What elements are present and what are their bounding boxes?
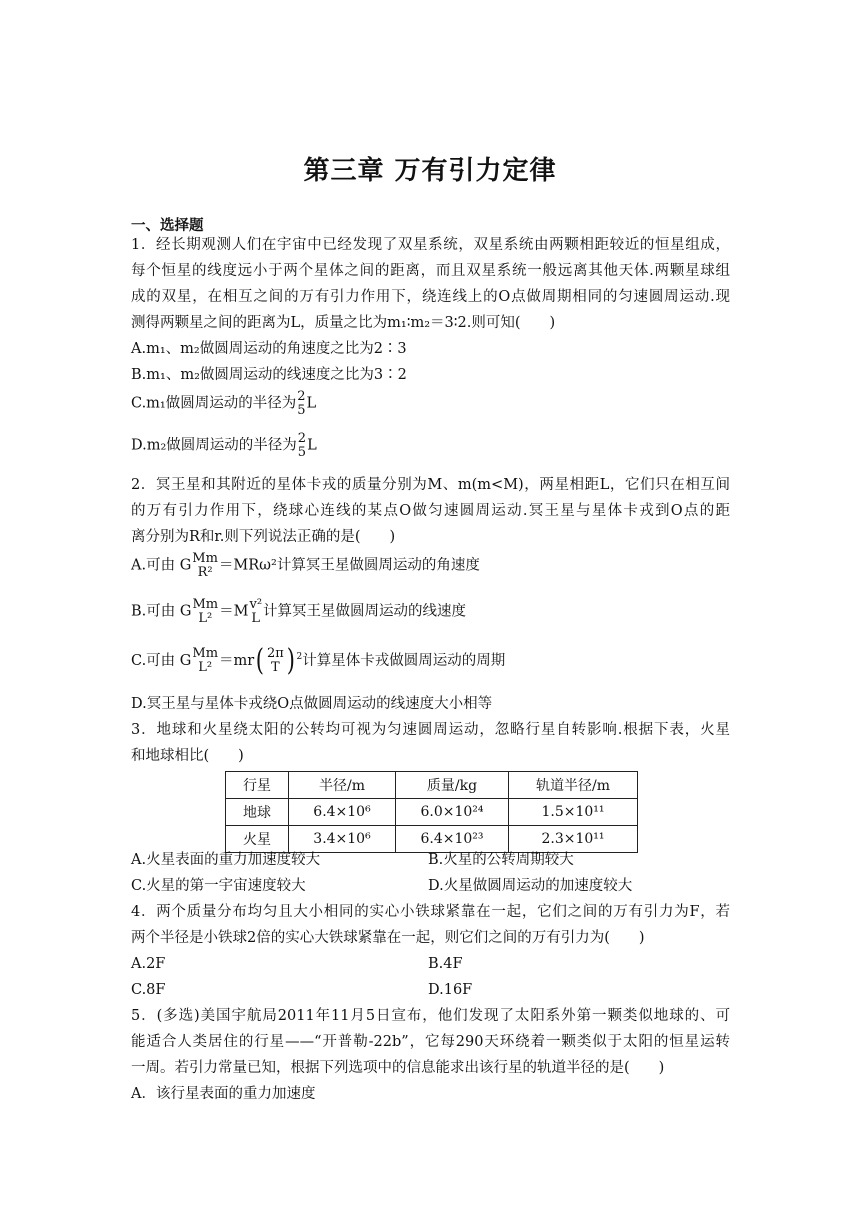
table-cell: 3.4×10⁶ [289,826,396,853]
q2-option-b-suffix: 计算冥王星做圆周运动的线速度 [263,603,467,620]
table-header-cell: 质量/kg [396,772,509,799]
fraction-denominator: L [251,610,261,626]
right-bracket: ) [286,643,295,678]
table-cell: 1.5×10¹¹ [509,799,638,826]
fraction-denominator: 5 [297,402,306,418]
q5-line-2: 能适合人类居住的行星——“开普勒-22b”，它每290天环绕着一颗类似于太阳的恒星运转 [131,1034,730,1050]
fraction-denominator: R² [197,564,213,580]
fraction-numerator: Mm [192,597,219,612]
fraction-denominator: T [271,660,280,675]
q2-option-c [131,643,506,678]
table-header-cell: 轨道半径/m [509,772,638,799]
q1-option-d-text: D.m₂做圆周运动的半径为 [131,437,297,454]
exponent: 2 [296,652,303,662]
fraction-denominator: 5 [297,444,307,460]
q2-option-c-mid: ＝mr [219,653,255,669]
section-heading: 一、选择题 [131,218,204,234]
q4-line-2: 两个半径是小铁球2倍的实心大铁球紧靠在一起，则它们之间的万有引力为( ) [131,930,645,946]
left-bracket: ( [255,643,265,678]
q2-option-b-mid: ＝M [219,603,249,620]
table-header-row [226,772,638,799]
fraction-numerator: 2 [297,389,306,404]
q2-line-3: 离分别为R和r.则下列说法正确的是( ) [131,529,396,545]
fraction [267,647,284,674]
length-symbol: L [306,395,317,412]
fraction-numerator: v² [249,597,263,612]
table-cell: 地球 [226,799,289,826]
table-cell: 火星 [226,826,289,853]
fraction-numerator: Mm [192,646,219,662]
q4-option-c: C.8F [131,982,166,998]
fraction [192,552,218,579]
table-header-cell: 半径/m [289,772,396,799]
q2-option-a-prefix: A.可由 G [131,557,192,574]
q2-option-a-suffix: ＝MRω²计算冥王星做圆周运动的角速度 [218,557,480,574]
q1-line-3: 成的双星，在相互之间的万有引力作用下，绕连线上的O点做周期相同的匀速圆周运动.现 [131,289,730,305]
q1-option-b: B.m₁、m₂做圆周运动的线速度之比为3∶2 [131,367,407,383]
fraction [249,598,262,625]
q2-option-c-prefix: C.可由 G [131,653,192,669]
q2-line-2: 的万有引力作用下，绕球心连线的某点O做匀速圆周运动.冥王星与星体卡戎到O点的距 [131,503,730,519]
q3-line-1: 3．地球和火星绕太阳的公转均可视为匀速圆周运动，忽略行星自转影响.根据下表，火星 [131,722,730,738]
q3-option-d: D.火星做圆周运动的加速度较大 [428,878,633,894]
fraction-denominator: L² [198,660,213,675]
q3-option-c: C.火星的第一宇宙速度较大 [131,878,306,894]
table-row [226,799,638,826]
q1-line-4: 测得两颗星之间的距离为L，质量之比为m₁∶m₂＝3∶2.则可知( ) [131,315,556,331]
fraction-numerator: Mm [192,551,218,566]
q3-option-a: A.火星表面的重力加速度较大 [131,852,321,868]
fraction-numerator: 2π [266,646,284,662]
q4-option-a: A.2F [131,956,166,972]
fraction [298,432,306,459]
table-cell: 6.0×10²⁴ [396,799,509,826]
q1-line-2: 每个恒星的线度远小于两个星体之间的距离，而且双星系统一般远离其他天体.两颗星球组 [131,263,730,279]
q1-option-d [131,432,317,459]
fraction [192,647,218,674]
q4-line-1: 4．两个质量分布均匀且大小相同的实心小铁球紧靠在一起，它们之间的万有引力为F，若 [131,904,730,920]
q2-option-a [131,552,480,579]
q1-option-c-text: C.m₁做圆周运动的半径为 [131,395,297,412]
q1-line-1: 1．经长期观测人们在宇宙中已经发现了双星系统，双星系统由两颗相距较近的恒星组成， [131,237,730,253]
fraction-numerator: 2 [297,431,307,446]
fraction-denominator: L² [198,610,213,626]
q1-option-c [131,390,316,417]
table-cell: 6.4×10⁶ [289,799,396,826]
q4-option-b: B.4F [428,956,463,972]
q4-option-d: D.16F [428,982,473,998]
q2-option-b [131,598,466,625]
page-title: 第三章 万有引力定律 [303,156,557,186]
q2-line-1: 2．冥王星和其附近的星体卡戎的质量分别为M、m(m<M)，两星相距L，它们只在相互间 [131,477,730,493]
table-cell: 6.4×10²³ [396,826,509,853]
q5-line-3: 一周。若引力常量已知，根据下列选项中的信息能求出该行星的轨道半径的是( ) [131,1060,665,1076]
table-header-cell: 行星 [226,772,289,799]
table-row [226,826,638,853]
q2-option-c-suffix: 计算星体卡戎做圆周运动的周期 [302,653,506,669]
table-cell: 2.3×10¹¹ [509,826,638,853]
q3-option-b: B.火星的公转周期较大 [428,852,574,868]
q5-option-a: A．该行星表面的重力加速度 [131,1086,316,1102]
q2-option-d: D.冥王星与星体卡戎绕O点做圆周运动的线速度大小相等 [131,696,493,712]
fraction [297,390,305,417]
q5-line-1: 5．(多选)美国宇航局2011年11月5日宣布，他们发现了太阳系外第一颗类似地球的、可 [131,1008,730,1024]
length-symbol: L [307,437,317,454]
fraction [192,598,218,625]
q2-option-b-prefix: B.可由 G [131,603,192,620]
q1-option-a: A.m₁、m₂做圆周运动的角速度之比为2∶3 [131,341,407,357]
q3-line-2: 和地球相比( ) [131,748,244,764]
planet-data-table [225,771,638,853]
